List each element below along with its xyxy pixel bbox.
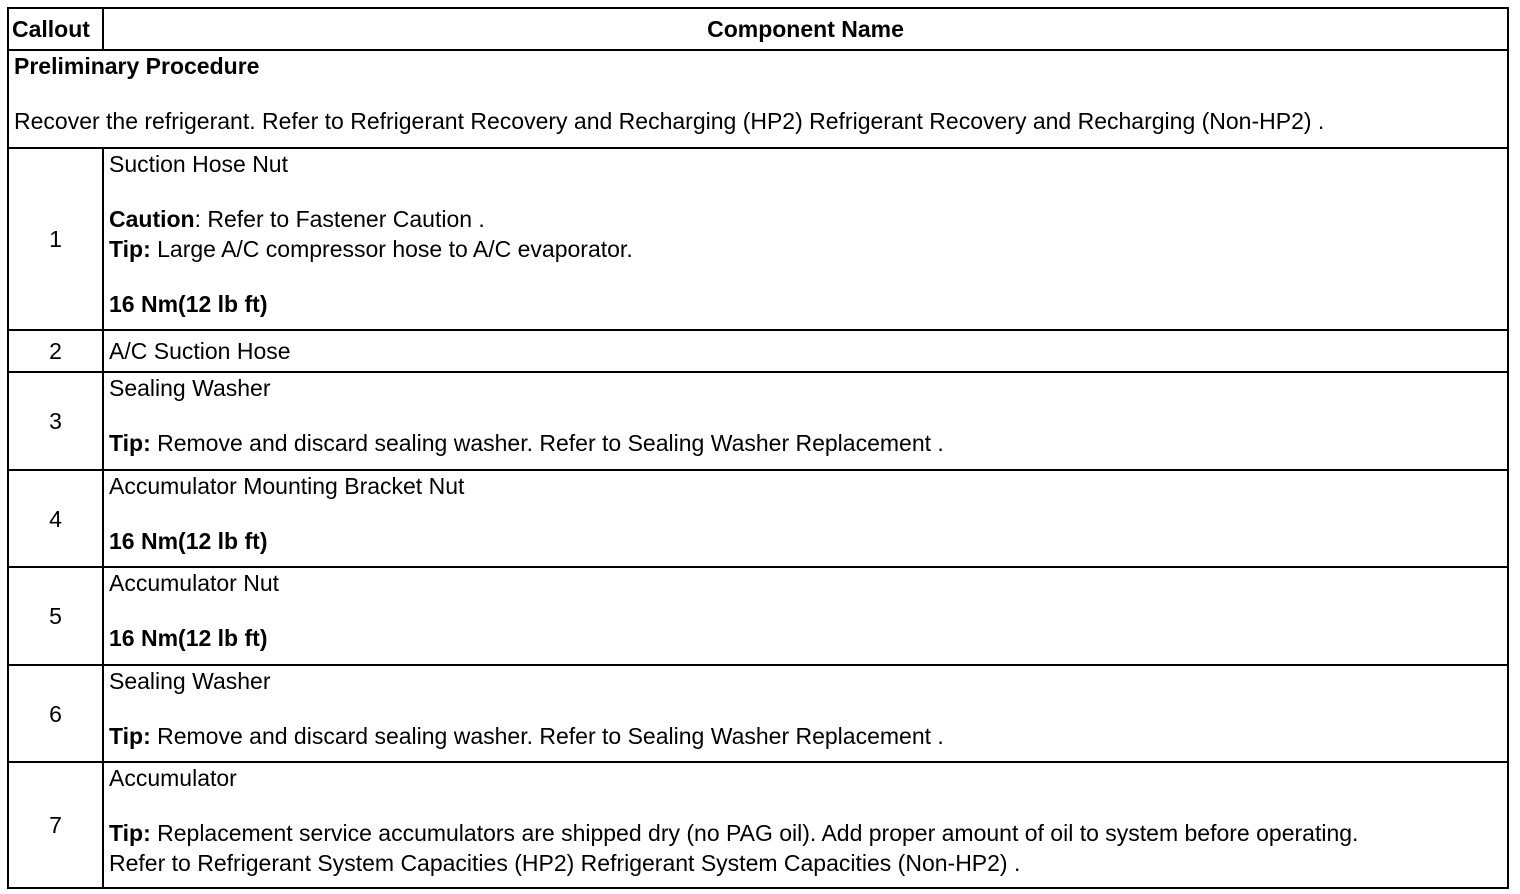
callout-number: 6 — [8, 665, 103, 762]
component-cell — [103, 470, 1508, 567]
component-table — [7, 7, 1509, 889]
component-name: Accumulator Mounting Bracket Nut — [109, 473, 465, 499]
tip-note — [109, 721, 1502, 751]
component-name: A/C Suction Hose — [103, 330, 1508, 372]
preliminary-cell — [8, 50, 1508, 148]
tip-text: Large A/C compressor hose to A/C evaporator. — [150, 236, 633, 262]
callout-number: 3 — [8, 372, 103, 470]
tip-note — [109, 428, 1502, 458]
tip-label: Tip: — [109, 820, 151, 846]
table-row — [8, 762, 1508, 888]
callout-number: 4 — [8, 470, 103, 567]
preliminary-text: Recover the refrigerant. Refer to Refrigerant Recovery and Recharging (HP2) Refrigerant Recovery and Recharging (Non-HP2) . — [14, 108, 1325, 134]
callout-number: 5 — [8, 567, 103, 665]
component-cell — [103, 148, 1508, 330]
table-row — [8, 470, 1508, 567]
caution-text: : Refer to Fastener Caution . — [194, 206, 485, 232]
tip-label: Tip: — [109, 236, 151, 262]
table-row — [8, 372, 1508, 470]
table-row — [8, 665, 1508, 762]
component-name: Sealing Washer — [109, 375, 271, 401]
tip-note-continued: Refer to Refrigerant System Capacities (HP2) Refrigerant System Capacities (Non-HP2) . — [109, 850, 1021, 876]
tip-note — [109, 818, 1502, 848]
component-cell — [103, 567, 1508, 665]
callout-number: 7 — [8, 762, 103, 888]
tip-text: Replacement service accumulators are shipped dry (no PAG oil). Add proper amount of oil to system before operating. — [150, 820, 1359, 846]
component-cell — [103, 665, 1508, 762]
tip-label: Tip: — [109, 430, 151, 456]
torque-spec: 16 Nm(12 lb ft) — [109, 528, 268, 554]
tip-text: Remove and discard sealing washer. Refer to Sealing Washer Replacement . — [150, 430, 944, 456]
callout-number: 1 — [8, 148, 103, 330]
torque-spec: 16 Nm(12 lb ft) — [109, 291, 268, 317]
table-row — [8, 330, 1508, 372]
tip-text: Remove and discard sealing washer. Refer to Sealing Washer Replacement . — [150, 723, 944, 749]
torque-spec: 16 Nm(12 lb ft) — [109, 625, 268, 651]
callout-header: Callout — [8, 8, 103, 50]
component-name: Accumulator — [109, 765, 237, 791]
component-name: Sealing Washer — [109, 668, 271, 694]
component-name-header: Component Name — [103, 8, 1508, 50]
header-row — [8, 8, 1508, 50]
component-cell — [103, 762, 1508, 888]
table-row — [8, 148, 1508, 330]
component-cell — [103, 372, 1508, 470]
callout-number: 2 — [8, 330, 103, 372]
table-row — [8, 567, 1508, 665]
preliminary-title: Preliminary Procedure — [14, 53, 260, 79]
component-name: Accumulator Nut — [109, 570, 280, 596]
tip-note — [109, 234, 1502, 264]
preliminary-row — [8, 50, 1508, 148]
component-name: Suction Hose Nut — [109, 151, 288, 177]
caution-label: Caution — [109, 206, 195, 232]
tip-label: Tip: — [109, 723, 151, 749]
caution-note — [109, 204, 1502, 234]
